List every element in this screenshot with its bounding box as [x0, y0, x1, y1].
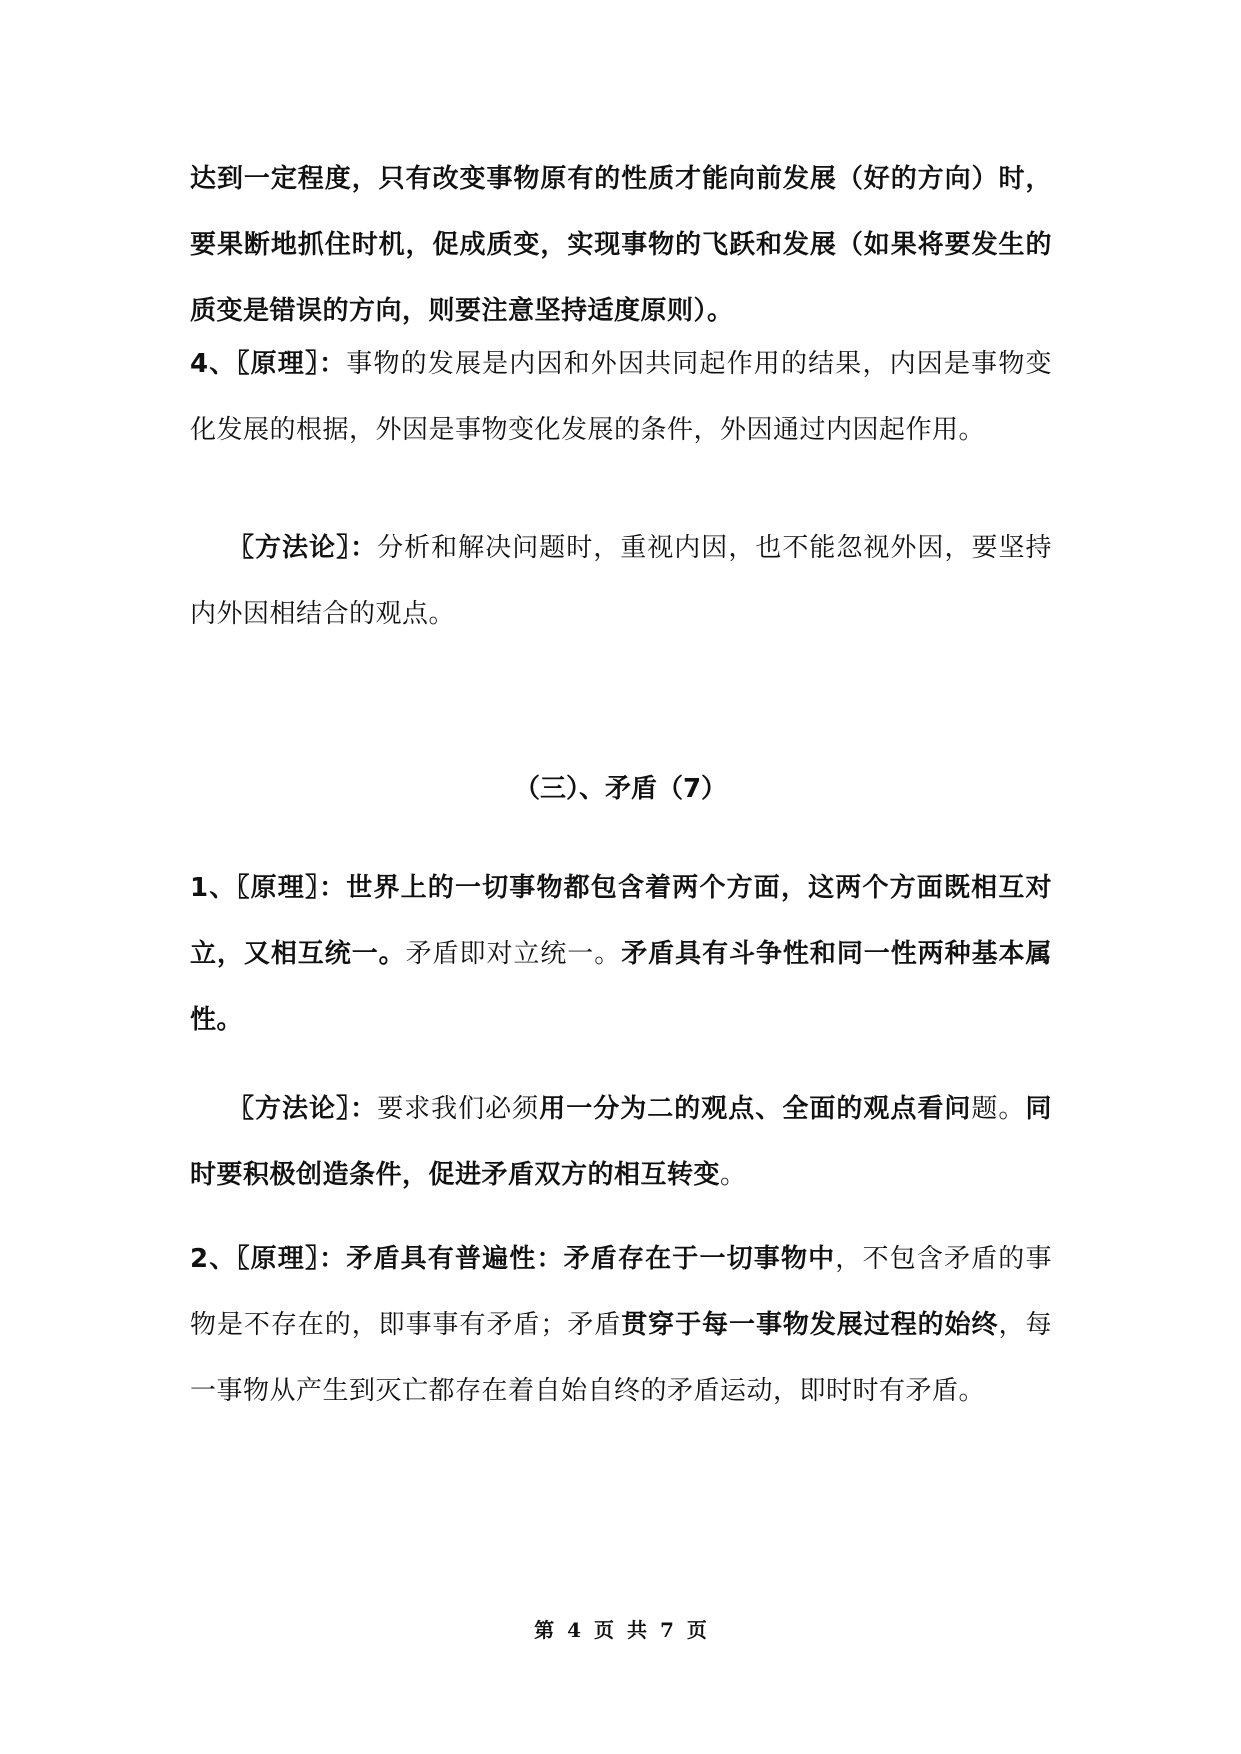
item1-method-paragraph [190, 1076, 1052, 1208]
item4-method-label: 〖方法论〗： [228, 533, 378, 563]
item4-principle-paragraph [190, 331, 1052, 463]
item2-bold2: 贯穿于每一事物发展过程的始终 [621, 1310, 999, 1340]
item1-principle-plain: 矛盾即对立统一。 [405, 939, 622, 969]
item2-bold1: 矛盾具有普遍性：矛盾存在于一切事物中 [346, 1244, 836, 1274]
item1-method-bold1: 用一分为二的观点、全面的观点看问 [539, 1094, 972, 1124]
item1-principle-label: 〖原理〗： [236, 873, 347, 903]
item1-method-plain1: 要求我们必须 [377, 1094, 540, 1124]
item1-number: 1、 [190, 873, 237, 903]
item1-principle-bold2: 矛盾具有斗争性和同一性两种基本属性。 [190, 939, 1052, 1035]
item1-method-plain2: 题。 [971, 1094, 1026, 1124]
item2-number: 2、 [190, 1244, 237, 1274]
item2-principle-paragraph [190, 1226, 1052, 1424]
section-heading: （三）、矛盾（7） [513, 774, 728, 804]
item1-method-label: 〖方法论〗： [228, 1094, 378, 1124]
item2-plain1: ，不包含矛盾的事物是不存在的，即事事有矛盾；矛盾 [190, 1244, 1052, 1340]
item1-method-plain3: 。 [720, 1160, 747, 1190]
item2-principle-label: 〖原理〗： [236, 1244, 347, 1274]
continuation-paragraph [190, 146, 1052, 344]
page-footer: 第 4 页 共 7 页 [534, 1618, 707, 1642]
item4-method-text: 分析和解决问题时，重视内因，也不能忽视外因，要坚持内外因相结合的观点。 [190, 533, 1052, 629]
continuation-text: 达到一定程度，只有改变事物原有的性质才能向前发展（好的方向）时，要果断地抓住时机，促成质变，实现事物的飞跃和发展（如果将要发生的质变是错误的方向，则要注意坚持适度原则）。 [190, 164, 1052, 326]
item1-principle-bold1: 世界上的一切事物都包含着两个方面，这两个方面既相互对立，又相互统一。 [190, 873, 1052, 969]
item1-principle-paragraph [190, 855, 1052, 1053]
item1-method-bold2: 同时要积极创造条件，促进矛盾双方的相互转变 [190, 1094, 1052, 1190]
item4-number: 4、 [190, 349, 237, 379]
item4-method-paragraph [190, 515, 1052, 647]
item4-principle-label: 〖原理〗： [236, 349, 347, 379]
item2-plain2: ，每一事物从产生到灭亡都存在着自始自终的矛盾运动，即时时有矛盾。 [190, 1310, 1052, 1406]
item4-principle-text: 事物的发展是内因和外因共同起作用的结果，内因是事物变化发展的根据，外因是事物变化发展的条件，外因通过内因起作用。 [190, 349, 1052, 445]
